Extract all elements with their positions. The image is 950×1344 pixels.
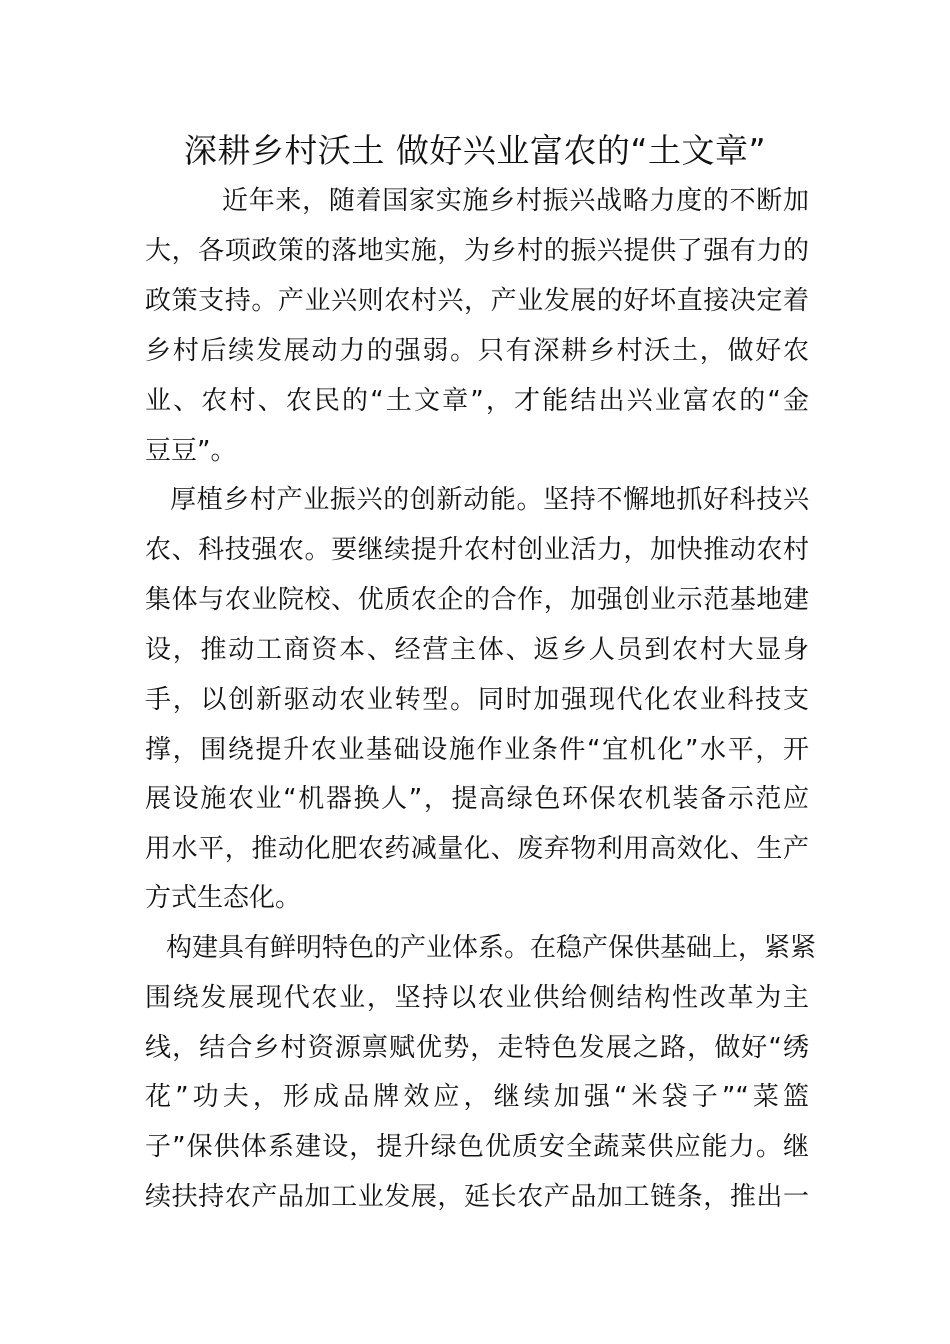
paragraph-2-line-5: 手，以创新驱动农业转型。同时加强现代化农业科技支 [145,685,809,715]
paragraph-1-line-4: 乡村后续发展动力的强弱。只有深耕乡村沃土，做好农 [145,336,809,366]
paragraph-2-line-6: 撑，围绕提升农业基础设施作业条件“宜机化”水平，开 [145,735,809,765]
paragraph-2-line-3: 集体与农业院校、优质农企的合作，加强创业示范基地建 [145,585,809,615]
paragraph-3-line-5: 子”保供体系建设，提升绿色优质安全蔬菜供应能力。继 [145,1132,809,1162]
paragraph-2-line-9: 方式生态化。 [145,883,302,913]
paragraph-1-line-3: 政策支持。产业兴则农村兴，产业发展的好坏直接决定着 [145,286,809,316]
paragraph-2-line-8: 用水平，推动化肥农药减量化、废弃物利用高效化、生产 [145,834,809,864]
paragraph-1-line-1: 近年来，随着国家实施乡村振兴战略力度的不断加 [222,186,809,216]
paragraph-1-line-2: 大，各项政策的落地实施，为乡村的振兴提供了强有力的 [145,236,809,266]
paragraph-3-line-1: 构建具有鲜明特色的产业体系。在稳产保供基础上，紧紧 [166,933,817,963]
paragraph-1-line-5: 业、农村、农民的“土文章”，才能结出兴业富农的“金 [145,386,809,416]
document-title: 深耕乡村沃土 做好兴业富农的“土文章” [183,131,767,170]
paragraph-2-line-1: 厚植乡村产业振兴的创新动能。坚持不懈地抓好科技兴 [170,485,809,515]
paragraph-3-line-3: 线，结合乡村资源禀赋优势，走特色发展之路，做好“绣 [145,1033,809,1063]
paragraph-1-line-6: 豆豆”。 [145,436,237,466]
paragraph-3-line-6: 续扶持农产品加工业发展，延长农产品加工链条，推出一 [145,1182,809,1212]
paragraph-3-line-4: 花”功夫，形成品牌效应，继续加强“米袋子”“菜篮 [145,1082,809,1112]
paragraph-2-line-4: 设，推动工商资本、经营主体、返乡人员到农村大显身 [145,635,809,665]
paragraph-2-line-7: 展设施农业“机器换人”，提高绿色环保农机装备示范应 [145,784,809,814]
paragraph-3-line-2: 围绕发展现代农业，坚持以农业供给侧结构性改革为主 [145,983,809,1013]
paragraph-2-line-2: 农、科技强农。要继续提升农村创业活力，加快推动农村 [145,535,809,565]
